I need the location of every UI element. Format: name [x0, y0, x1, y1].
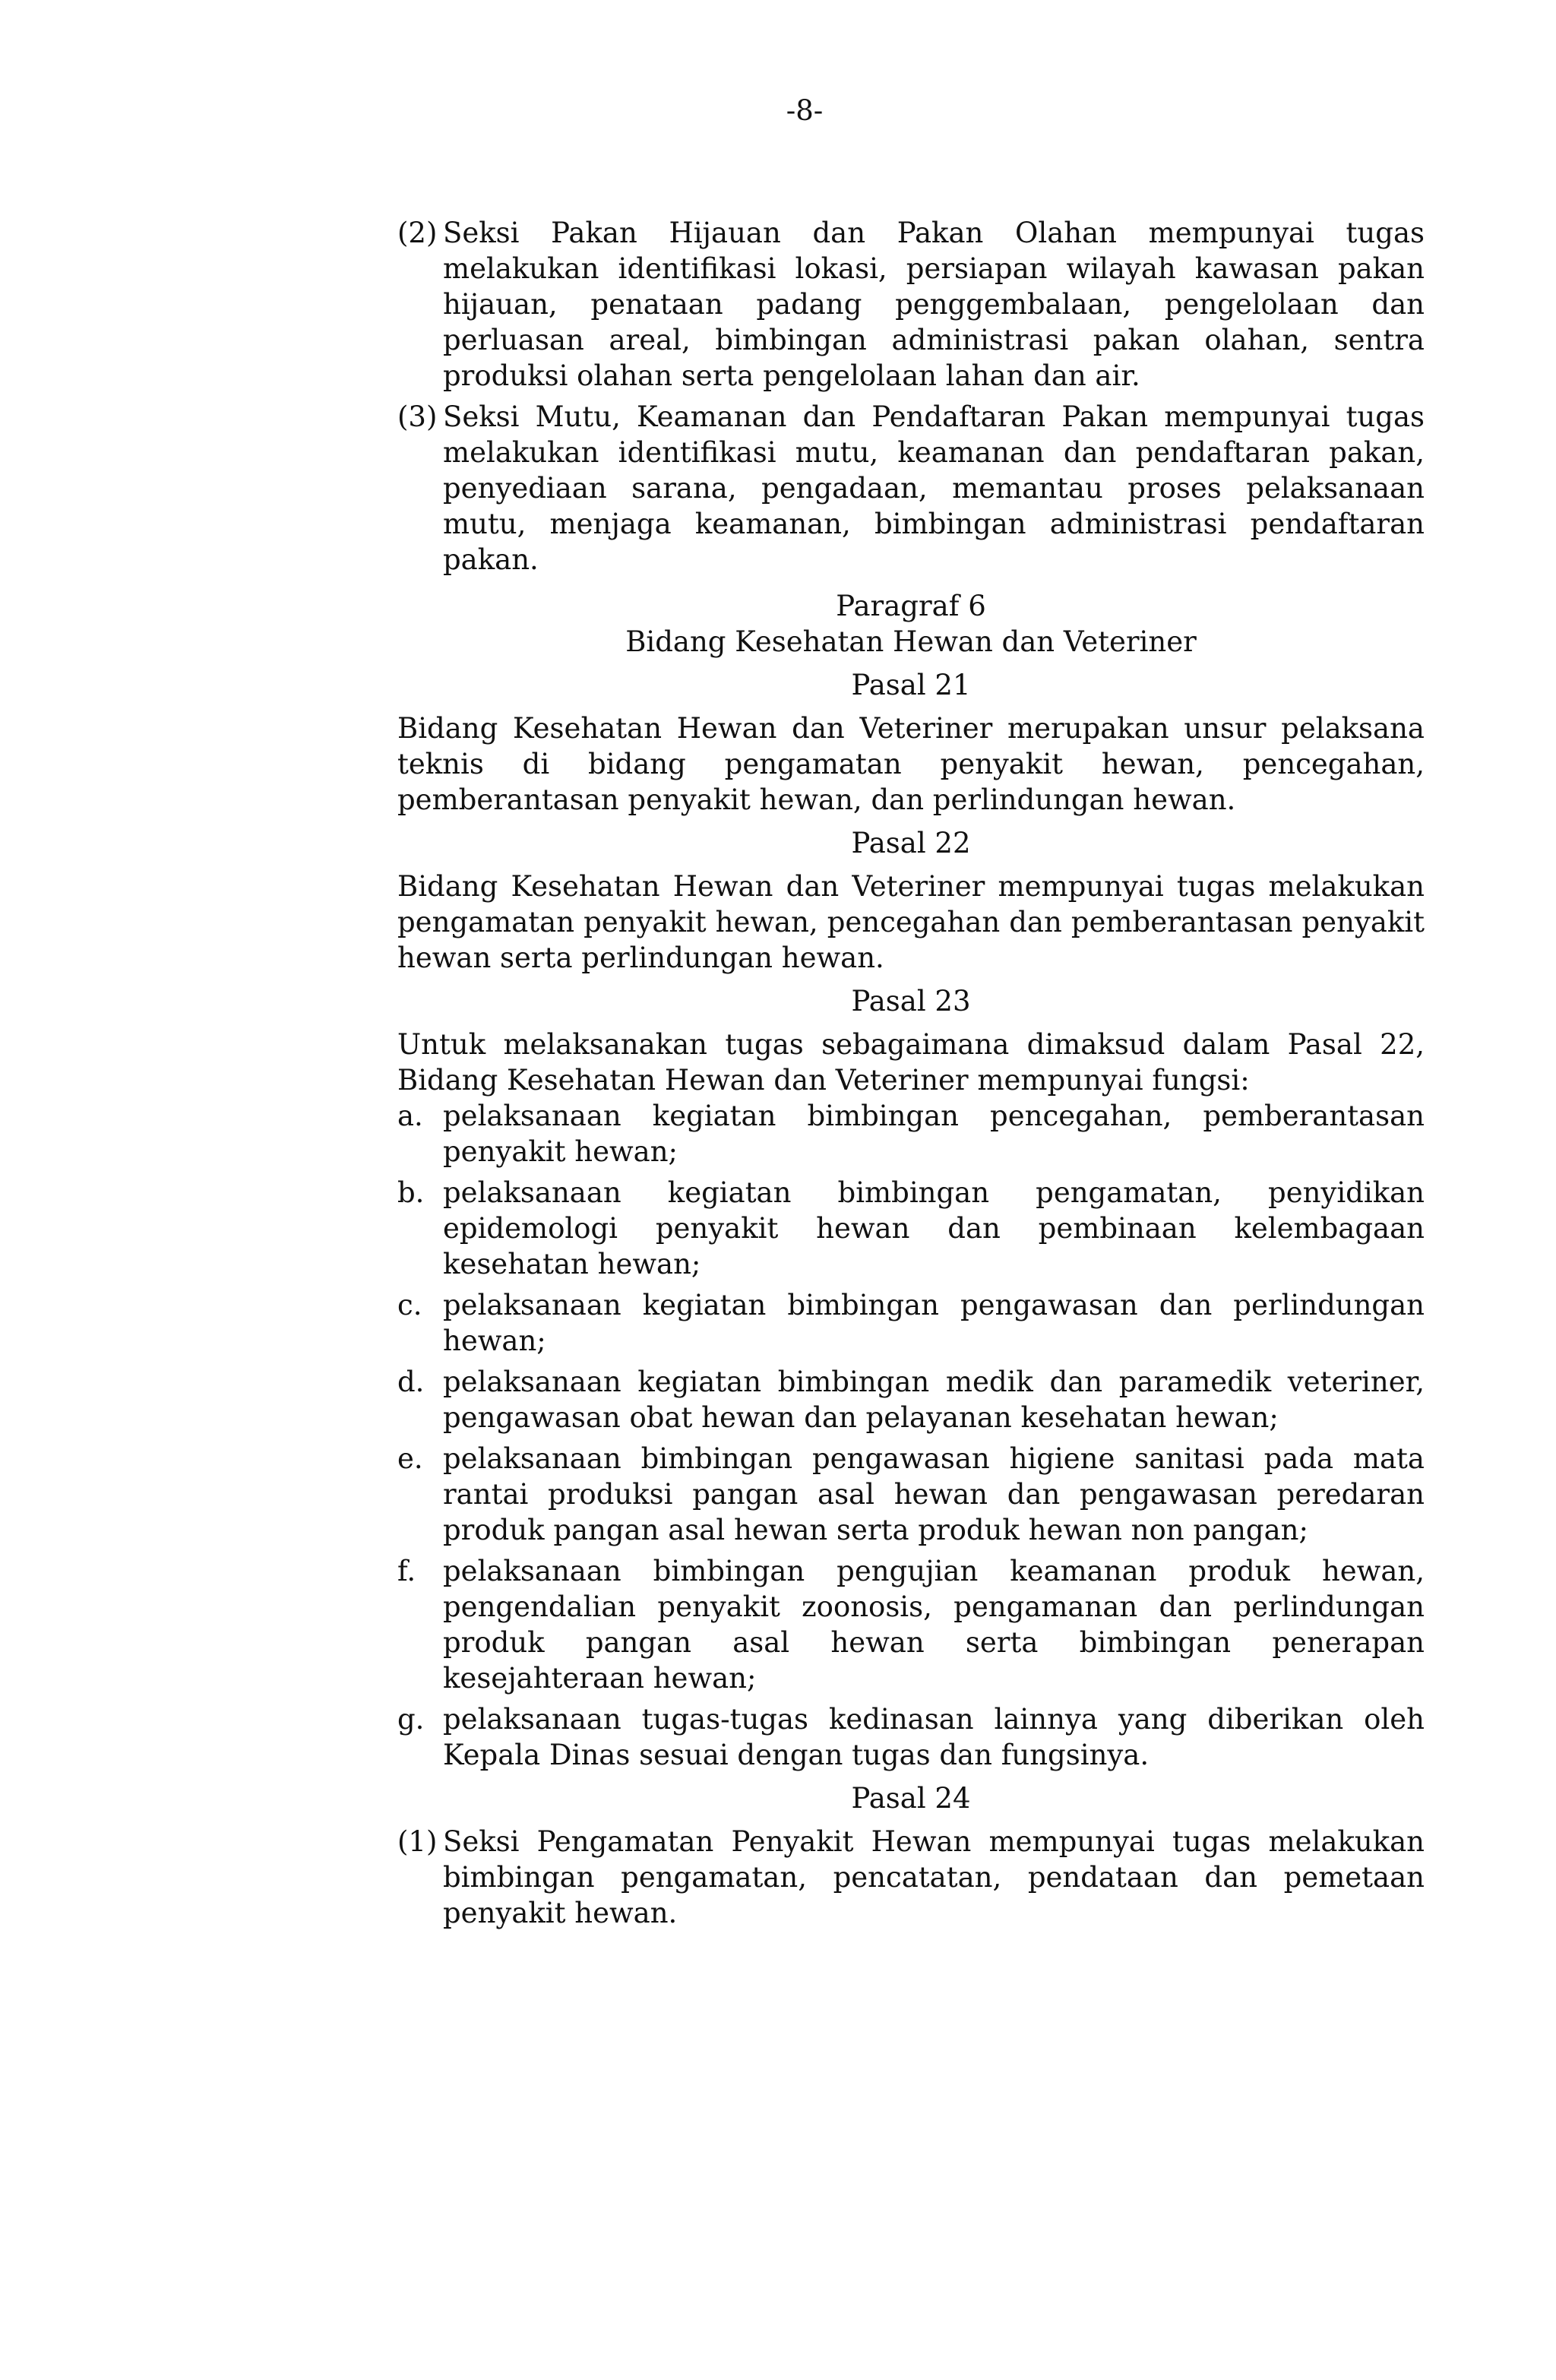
bidang-heading: Bidang Kesehatan Hewan dan Veteriner: [625, 625, 1197, 658]
ayat-number: (3): [397, 400, 438, 433]
list-marker: g.: [397, 1703, 425, 1736]
list-marker: e.: [397, 1442, 423, 1475]
fungsi-item-e: [397, 1441, 1425, 1548]
ayat-text: Seksi Pengamatan Penyakit Hewan mempunyai tugas melakukan bimbingan pengamatan, pencatatan, pendataan dan pemetaan penyakit hewan.: [443, 1825, 1425, 1929]
ayat-number: (1): [397, 1825, 438, 1858]
fungsi-item-a: [397, 1098, 1425, 1169]
pasal-24-heading: Pasal 24: [851, 1782, 971, 1815]
list-marker: d.: [397, 1366, 425, 1398]
pasal-22-heading: Pasal 22: [851, 827, 971, 859]
list-text: pelaksanaan kegiatan bimbingan pencegahan, pemberantasan penyakit hewan;: [443, 1100, 1425, 1168]
document-body: [397, 215, 1425, 1936]
fungsi-item-d: [397, 1364, 1425, 1435]
list-text: pelaksanaan kegiatan bimbingan pengamatan, penyidikan epidemologi penyakit hewan dan pembinaan kelembagaan kesehatan hewan;: [443, 1176, 1425, 1280]
ayat-3-seksi-mutu-keamanan: [397, 399, 1425, 578]
pasal-21-text: Bidang Kesehatan Hewan dan Veteriner merupakan unsur pelaksana teknis di bidang pengamatan penyakit hewan, pencegahan, pemberantasan penyakit hewan, dan perlindungan hewan.: [397, 712, 1425, 816]
list-marker: f.: [397, 1555, 416, 1587]
pasal-23-intro: Untuk melaksanakan tugas sebagaimana dimaksud dalam Pasal 22, Bidang Kesehatan Hewan dan Veteriner mempunyai fungsi:: [397, 1028, 1425, 1097]
pasal-23-heading: Pasal 23: [851, 985, 971, 1018]
ayat-2-seksi-pakan-hijauan: [397, 215, 1425, 394]
fungsi-item-c: [397, 1287, 1425, 1359]
paragraf-heading: Paragraf 6: [836, 590, 986, 622]
page-number: -8-: [786, 94, 824, 127]
list-text: pelaksanaan tugas-tugas kedinasan lainnya yang diberikan oleh Kepala Dinas sesuai dengan tugas dan fungsinya.: [443, 1703, 1425, 1771]
list-marker: b.: [397, 1176, 425, 1209]
ayat-number: (2): [397, 217, 438, 249]
list-text: pelaksanaan kegiatan bimbingan medik dan paramedik veteriner, pengawasan obat hewan dan pelayanan kesehatan hewan;: [443, 1366, 1425, 1434]
list-marker: a.: [397, 1100, 423, 1132]
list-text: pelaksanaan kegiatan bimbingan pengawasan dan perlindungan hewan;: [443, 1289, 1425, 1357]
ayat-1-seksi-pengamatan: [397, 1824, 1425, 1931]
list-text: pelaksanaan bimbingan pengujian keamanan produk hewan, pengendalian penyakit zoonosis, pengamanan dan perlindungan produk pangan asal hewan serta bimbingan penerapan kesejahteraan hewan;: [443, 1555, 1425, 1695]
list-marker: c.: [397, 1289, 422, 1321]
list-text: pelaksanaan bimbingan pengawasan higiene sanitasi pada mata rantai produksi pangan asal hewan dan pengawasan peredaran produk pangan asal hewan serta produk hewan non pangan;: [443, 1442, 1425, 1546]
ayat-text: Seksi Pakan Hijauan dan Pakan Olahan mempunyai tugas melakukan identifikasi lokasi, persiapan wilayah kawasan pakan hijauan, penataan padang penggembalaan, pengelolaan dan perluasan areal, bimbingan administrasi pakan olahan, sentra produksi olahan serta pengelolaan lahan dan air.: [443, 217, 1425, 392]
pasal-21-heading: Pasal 21: [851, 669, 971, 701]
fungsi-item-g: [397, 1701, 1425, 1773]
fungsi-item-f: [397, 1553, 1425, 1696]
ayat-text: Seksi Mutu, Keamanan dan Pendaftaran Pakan mempunyai tugas melakukan identifikasi mutu, keamanan dan pendaftaran pakan, penyediaan sarana, pengadaan, memantau proses pelaksanaan mutu, menjaga keamanan, bimbingan administrasi pendaftaran pakan.: [443, 400, 1425, 576]
pasal-22-text: Bidang Kesehatan Hewan dan Veteriner mempunyai tugas melakukan pengamatan penyakit hewan, pencegahan dan pemberantasan penyakit hewan serta perlindungan hewan.: [397, 870, 1425, 974]
fungsi-item-b: [397, 1175, 1425, 1282]
